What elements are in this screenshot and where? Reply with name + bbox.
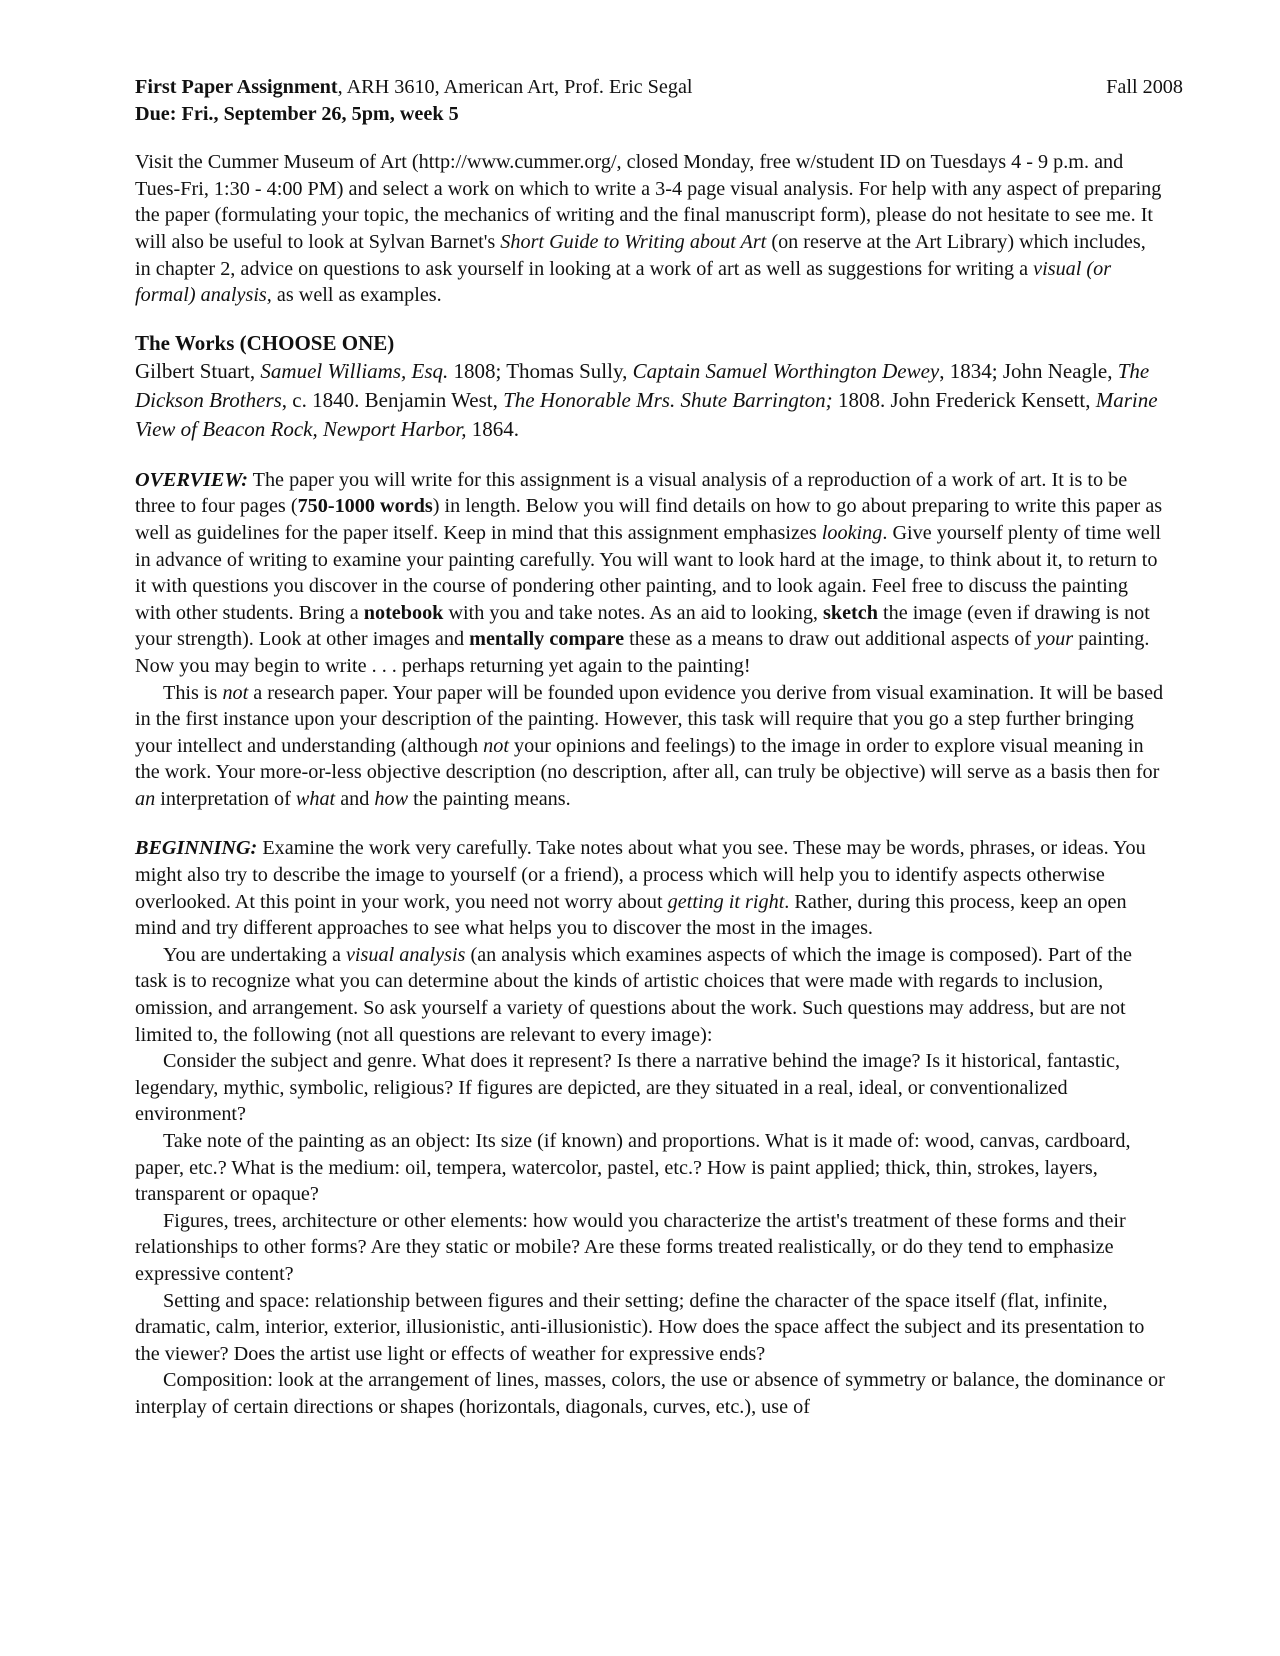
assignment-title: First Paper Assignment [135, 76, 338, 98]
works-heading: The Works (CHOOSE ONE) [135, 330, 395, 355]
course-info: , ARH 3610, American Art, Prof. Eric Segal [337, 76, 693, 98]
subject-genre-paragraph: Consider the subject and genre. What does it represent? Is there a narrative behind the image? Is it historical, fantastic, legendary, mythic, symbolic, religious? If figures are depicted, are they situated in a real, ideal, or conventionalized environment? [135, 1050, 1121, 1126]
figures-paragraph: Figures, trees, architecture or other elements: how would you characterize the artist's treatment of these forms and their relationships to other forms? Are they static or mobile? Are these forms treated realistically, or do they tend to emphasize expressive content? [135, 1209, 1126, 1285]
beginning-label: BEGINNING: [135, 837, 258, 860]
composition-paragraph: Composition: look at the arrangement of lines, masses, colors, the use or absence of symmetry or balance, the dominance or interplay of certain directions or shapes (horizontals, diagonals, curves, etc.), use of [135, 1369, 1165, 1418]
overview-paragraph-2: This is not a research paper. Your paper will be founded upon evidence you derive from visual examination. It will be based in the first instance upon your description of the painting. However, this task will require that you go a step further bringing your intellect and understanding (although not your opinions and feelings) to the image in order to explore visual meaning in the work. Your more-or-less objective description (no description, after all, can truly be objective) will serve as a basis then for an interpretation of what and how the painting means. [135, 681, 1164, 810]
object-paragraph: Take note of the painting as an object: Its size (if known) and proportions. What is it made of: wood, canvas, cardboard, paper, etc.? What is the medium: oil, tempera, watercolor, pastel, etc.? How is paint applied; thick, thin, strokes, layers, transparent or opaque? [135, 1130, 1131, 1206]
overview-paragraph: OVERVIEW: The paper you will write for this assignment is a visual analysis of a reproduction of a work of art. It is to be three to four pages (750-1000 words) in length. Below you will find details on how to go about preparing to write this paper as well as guidelines for the paper itself. Keep in mind that this assignment emphasizes looking. Give yourself plenty of time well in advance of writing to examine your painting carefully. You will want to look hard at the image, to think about it, to return to it with questions you discover in the course of pondering other painting, and to look again. Feel free to discuss the painting with other students. Bring a notebook with you and take notes. As an aid to looking, sketch the image (even if drawing is not your strength). Look at other images and mentally compare these as a means to draw out additional aspects of your painting. Now you may begin to write . . . perhaps returning yet again to the painting! [135, 468, 1163, 677]
term-label: Fall 2008 [1106, 76, 1183, 98]
works-list: Gilbert Stuart, Samuel Williams, Esq. 1808; Thomas Sully, Captain Samuel Worthington Dewey, 1834; John Neagle, The Dickson Brothers, c. 1840. Benjamin West, The Honorable Mrs. Shute Barrington; 1808. John Frederick Kensett, Marine View of Beacon Rock, Newport Harbor, 1864. [135, 358, 1158, 441]
overview-label: OVERVIEW: [135, 468, 248, 491]
intro-paragraph: Visit the Cummer Museum of Art (http://www.cummer.org/, closed Monday, free w/student ID on Tuesdays 4 - 9 p.m. and Tues-Fri, 1:30 - 4:00 PM) and select a work on which to write a 3-4 page visual analysis. For help with any aspect of preparing the paper (formulating your topic, the mechanics of writing and the final manuscript form), please do not hesitate to see me. It will also be useful to look at Sylvan Barnet's Short Guide to Writing about Art (on reserve at the Art Library) which includes, in chapter 2, advice on questions to ask yourself in looking at a work of art as well as suggestions for writing a visual (or formal) analysis, as well as examples. [135, 151, 1162, 307]
beginning-paragraph: BEGINNING: Examine the work very carefully. Take notes about what you see. These may be words, phrases, or ideas. You might also try to describe the image to yourself (or a friend), a process which will help you to identify aspects otherwise overlooked. At this point in your work, you need not worry about getting it right. Rather, during this process, keep an open mind and try different approaches to see what helps you to discover the most in the images. [135, 837, 1146, 940]
beginning-paragraph-2: You are undertaking a visual analysis (an analysis which examines aspects of which the image is composed). Part of the task is to recognize what you can determine about the kinds of artistic choices that were made with regards to inclusion, omission, and arrangement. So ask yourself a variety of questions about the work. Such questions may address, but are not limited to, the following (not all questions are relevant to every image): [135, 943, 1132, 1046]
due-date: Due: Fri., September 26, 5pm, week 5 [135, 102, 459, 125]
setting-space-paragraph: Setting and space: relationship between figures and their setting; define the character of the space itself (flat, infinite, dramatic, calm, interior, exterior, illusionistic, anti-illusionistic). How does the space affect the subject and its presentation to the viewer? Does the artist use light or effects of weather for expressive ends? [135, 1289, 1145, 1365]
assignment-header [135, 74, 1183, 101]
